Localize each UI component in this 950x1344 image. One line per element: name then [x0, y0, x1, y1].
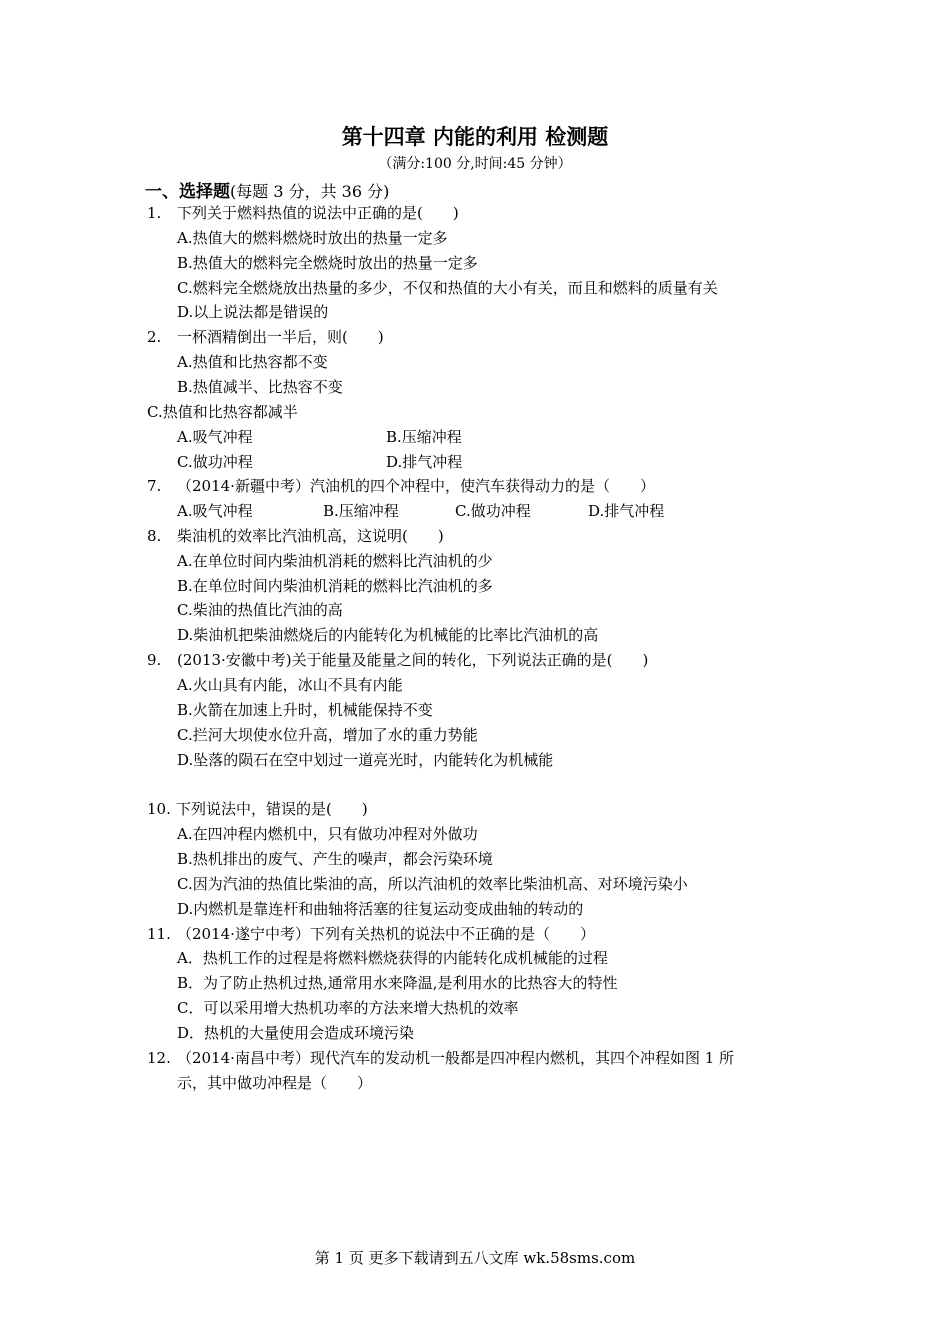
section-heading-bold: 一、选择题	[145, 182, 230, 202]
question-number: 8.	[147, 527, 162, 545]
question-1-option-b: B.热值大的燃料完全燃烧时放出的热量一定多	[177, 254, 478, 272]
orphan-option-d: D.排气冲程	[386, 453, 463, 471]
section-heading-note: (每题 3 分，共 36 分)	[230, 182, 390, 201]
question-2-option-c: C.热值和比热容都减半	[147, 403, 298, 421]
question-10-option-a: A.在四冲程内燃机中，只有做功冲程对外做功	[177, 825, 478, 843]
orphan-option-c: C.做功冲程	[177, 453, 253, 471]
question-number: 2.	[147, 328, 162, 346]
question-stem: 下列关于燃料热值的说法中正确的是( )	[177, 204, 459, 222]
question-9-option-b: B.火箭在加速上升时，机械能保持不变	[177, 701, 433, 719]
question-11-option-a: A．热机工作的过程是将燃料燃烧获得的内能转化成机械能的过程	[177, 949, 608, 967]
question-1-option-c: C.燃料完全燃烧放出热量的多少，不仅和热值的大小有关，而且和燃料的质量有关	[177, 279, 718, 297]
question-1	[147, 203, 459, 223]
question-10-option-b: B.热机排出的废气、产生的噪声，都会污染环境	[177, 850, 493, 868]
question-number: 10.	[147, 800, 171, 818]
question-11	[147, 924, 595, 944]
question-11-option-c: C．可以采用增大热机功率的方法来增大热机的效率	[177, 999, 519, 1017]
question-10-option-c: C.因为汽油的热值比柴油的高，所以汽油机的效率比柴油机高、对环境污染小	[177, 875, 688, 893]
section-heading	[145, 177, 389, 202]
orphan-option-b: B.压缩冲程	[386, 428, 462, 446]
question-2-option-b: B.热值减半、比热容不变	[177, 378, 343, 396]
page-subtitle: （满分:100 分,时间:45 分钟）	[378, 156, 572, 172]
question-stem: 下列说法中，错误的是( )	[176, 800, 368, 818]
question-number: 12.	[147, 1049, 171, 1067]
page-footer: 第 1 页 更多下载请到五八文库 wk.58sms.com	[314, 1249, 636, 1267]
question-stem: (2013·安徽中考)关于能量及能量之间的转化，下列说法正确的是( )	[177, 651, 649, 669]
question-10-option-d: D.内燃机是靠连杆和曲轴将活塞的往复运动变成曲轴的转动的	[177, 900, 584, 918]
question-11-option-b: B．为了防止热机过热,通常用水来降温,是利用水的比热容大的特性	[177, 974, 618, 992]
question-8-option-a: A.在单位时间内柴油机消耗的燃料比汽油机的少	[177, 552, 493, 570]
question-7-option-c: C.做功冲程	[455, 502, 531, 520]
question-12	[147, 1048, 734, 1068]
question-8-option-b: B.在单位时间内柴油机消耗的燃料比汽油机的多	[177, 577, 493, 595]
question-7	[147, 476, 655, 496]
question-number: 7.	[147, 477, 162, 495]
question-stem: 柴油机的效率比汽油机高，这说明( )	[177, 527, 444, 545]
question-1-option-d: D.以上说法都是错误的	[177, 303, 329, 321]
question-2	[147, 327, 384, 347]
question-2-option-a: A.热值和比热容都不变	[177, 353, 328, 371]
question-9-option-d: D.坠落的陨石在空中划过一道亮光时，内能转化为机械能	[177, 751, 554, 769]
question-8-option-d: D.柴油机把柴油燃烧后的内能转化为机械能的比率比汽油机的高	[177, 626, 599, 644]
question-number: 11.	[147, 925, 171, 943]
question-7-option-a: A.吸气冲程	[177, 502, 253, 520]
question-8	[147, 526, 444, 546]
question-11-option-d: D．热机的大量使用会造成环境污染	[177, 1024, 415, 1042]
question-9	[147, 650, 648, 670]
question-stem: （2014·新疆中考）汽油机的四个冲程中，使汽车获得动力的是（ ）	[177, 477, 655, 495]
question-9-option-a: A.火山具有内能，冰山不具有内能	[177, 676, 403, 694]
question-7-option-b: B.压缩冲程	[323, 502, 399, 520]
question-number: 9.	[147, 651, 162, 669]
question-stem: 一杯酒精倒出一半后，则( )	[177, 328, 384, 346]
page-title: 第十四章 内能的利用 检测题	[341, 125, 609, 149]
question-stem: （2014·遂宁中考）下列有关热机的说法中不正确的是（ ）	[177, 925, 595, 943]
question-number: 1.	[147, 204, 162, 222]
question-stem: （2014·南昌中考）现代汽车的发动机一般都是四冲程内燃机，其四个冲程如图 1 所	[177, 1049, 735, 1067]
question-9-option-c: C.拦河大坝使水位升高，增加了水的重力势能	[177, 726, 478, 744]
question-7-option-d: D.排气冲程	[588, 502, 665, 520]
question-8-option-c: C.柴油的热值比汽油的高	[177, 601, 343, 619]
question-10	[147, 799, 368, 819]
question-12-stem-continued: 示，其中做功冲程是（ ）	[177, 1074, 373, 1092]
question-1-option-a: A.热值大的燃料燃烧时放出的热量一定多	[177, 229, 448, 247]
orphan-option-a: A.吸气冲程	[177, 428, 253, 446]
